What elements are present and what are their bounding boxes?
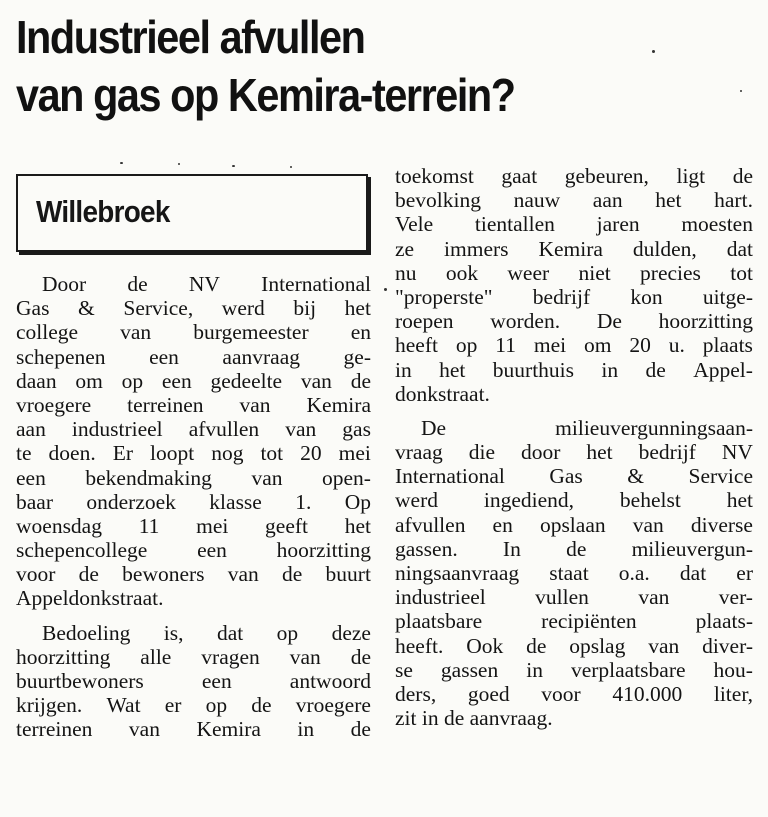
text-line: een bekendmaking van open- xyxy=(16,465,371,490)
text-line: donkstraat. xyxy=(395,381,490,406)
text-line: heeft. Ook de opslag van diver- xyxy=(395,633,753,658)
headline-line-2: van gas op Kemira-terrein? xyxy=(16,69,515,121)
print-speck xyxy=(384,288,387,291)
text-line: heeft op 11 mei om 20 u. plaats xyxy=(395,333,753,358)
text-line: Appeldonkstraat. xyxy=(16,586,164,611)
text-line: De milieuvergunningsaan- xyxy=(421,415,753,440)
headline xyxy=(16,8,682,124)
text-line: nu ook weer niet precies tot xyxy=(395,260,753,285)
text-line: buurtbewoners een antwoord xyxy=(16,669,371,693)
location-label: Willebroek xyxy=(36,194,170,229)
text-line: Gas & Service, werd bij het xyxy=(16,296,371,321)
print-speck xyxy=(290,166,292,168)
headline-line-1: Industrieel afvullen xyxy=(16,11,365,63)
text-line: in het buurthuis in de Appel- xyxy=(395,357,753,382)
article-column-left xyxy=(16,272,371,742)
text-line: afvullen en opslaan van diverse xyxy=(395,512,753,537)
text-line: ningsaanvraag staat o.a. dat er xyxy=(395,561,753,585)
text-line: schepencollege een hoorzitting xyxy=(16,538,371,563)
text-line: toekomst gaat gebeuren, ligt de xyxy=(395,164,753,188)
text-line: daan om op een gedeelte van de xyxy=(16,368,371,393)
text-line: krijgen. Wat er op de vroegere xyxy=(16,693,371,718)
text-line: ders, goed voor 410.000 liter, xyxy=(395,681,753,706)
paragraph-gap xyxy=(395,406,753,416)
text-line: baar onderzoek klasse 1. Op xyxy=(16,489,371,514)
print-speck xyxy=(178,163,180,165)
print-speck xyxy=(232,165,235,167)
print-speck xyxy=(120,162,123,164)
article-column-right xyxy=(395,164,753,730)
text-line: aan industrieel afvullen van gas xyxy=(16,417,371,442)
text-line: Door de NV International xyxy=(42,272,371,296)
text-line: vraag die door het bedrijf NV xyxy=(395,440,753,465)
text-line: "properste" bedrijf kon uitge- xyxy=(395,284,753,309)
text-line: se gassen in verplaatsbare hou- xyxy=(395,657,753,682)
text-line: te doen. Er loopt nog tot 20 mei xyxy=(16,441,371,466)
print-speck xyxy=(740,90,742,92)
paragraph-gap xyxy=(16,611,371,621)
print-speck xyxy=(652,50,655,53)
text-line: roepen worden. De hoorzitting xyxy=(395,309,753,334)
text-line: industrieel vullen van ver- xyxy=(395,585,753,610)
text-line: terreinen van Kemira in de xyxy=(16,717,371,742)
text-line: International Gas & Service xyxy=(395,464,753,489)
text-line: voor de bewoners van de buurt xyxy=(16,562,371,587)
text-line: vroegere terreinen van Kemira xyxy=(16,392,371,417)
text-line: Bedoeling is, dat op deze xyxy=(42,620,371,645)
text-line: gassen. In de milieuvergun- xyxy=(395,536,753,561)
text-line: college van burgemeester en xyxy=(16,320,371,345)
text-line: ze immers Kemira dulden, dat xyxy=(395,236,753,261)
text-line: hoorzitting alle vragen van de xyxy=(16,644,371,669)
location-box xyxy=(16,174,368,252)
text-line: bevolking nauw aan het hart. xyxy=(395,188,753,213)
text-line: woensdag 11 mei geeft het xyxy=(16,513,371,538)
text-line: plaatsbare recipiënten plaats- xyxy=(395,609,753,634)
text-line: Vele tientallen jaren moesten xyxy=(395,212,753,237)
text-line: zit in de aanvraag. xyxy=(395,706,553,731)
text-line: werd ingediend, behelst het xyxy=(395,488,753,513)
text-line: schepenen een aanvraag ge- xyxy=(16,344,371,369)
